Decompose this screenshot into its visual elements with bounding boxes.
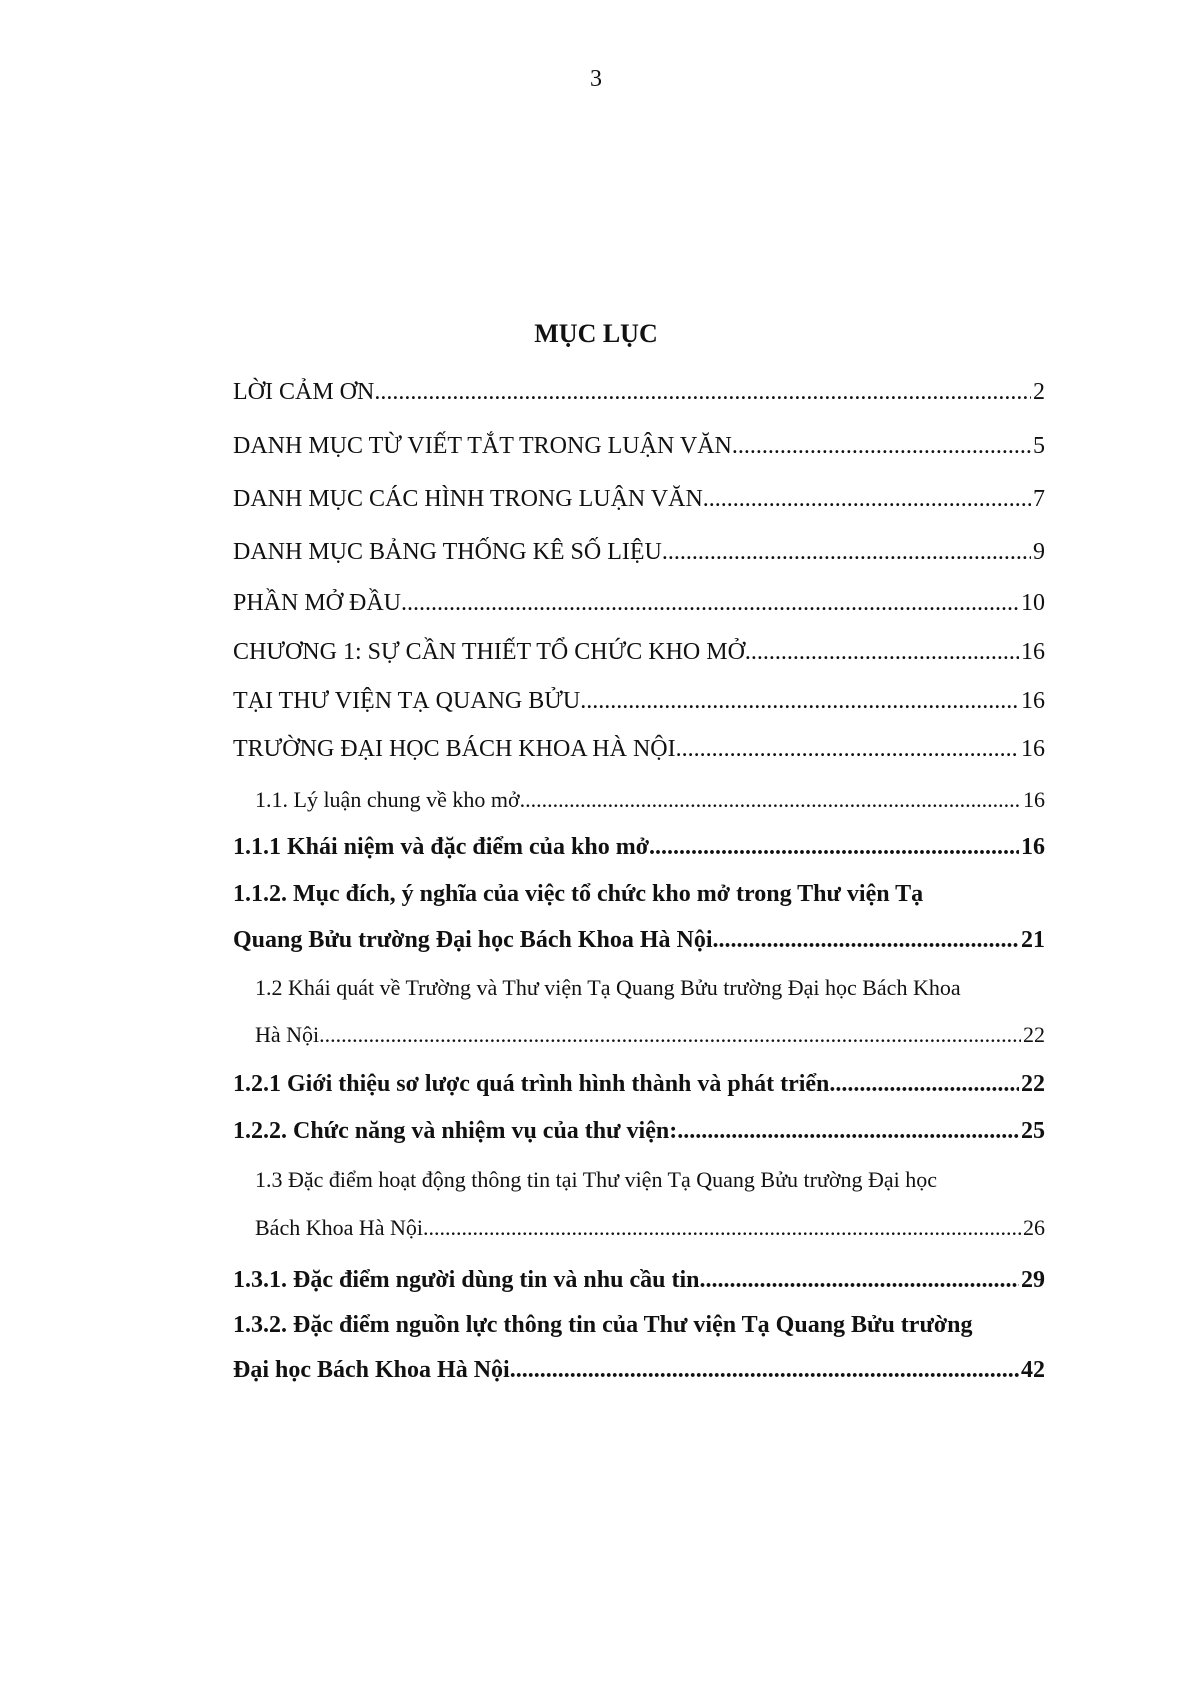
dot-leader bbox=[699, 1265, 1019, 1295]
toc-entry-page: 26 bbox=[1023, 1215, 1045, 1240]
toc-entry-text: 1.2.2. Chức năng và nhiệm vụ của thư viện: bbox=[233, 1118, 678, 1144]
toc-entry-page: 29 bbox=[1021, 1267, 1045, 1293]
dot-leader bbox=[745, 637, 1019, 667]
toc-entry[interactable] bbox=[233, 1116, 1045, 1146]
toc-entry-text: Hà Nội bbox=[255, 1022, 320, 1047]
toc-entry-page: 22 bbox=[1023, 1022, 1045, 1047]
toc-entry-first-line[interactable]: 1.3 Đặc điểm hoạt động thông tin tại Thư viện Tạ Quang Bửu trường Đại học bbox=[255, 1167, 938, 1192]
dot-leader bbox=[676, 734, 1019, 764]
toc-entry-first-line[interactable]: 1.1.2. Mục đích, ý nghĩa của việc tổ chức kho mở trong Thư viện Tạ bbox=[233, 881, 924, 907]
toc-entry[interactable] bbox=[255, 1214, 1045, 1242]
toc-entry[interactable] bbox=[233, 686, 1045, 716]
dot-leader bbox=[374, 377, 1031, 407]
page-number: 3 bbox=[590, 66, 602, 92]
dot-leader bbox=[319, 1021, 1021, 1049]
toc-entry-text: LỜI CẢM ƠN bbox=[233, 379, 375, 405]
toc-entry-text: CHƯƠNG 1: SỰ CẦN THIẾT TỔ CHỨC KHO MỞ bbox=[233, 639, 745, 665]
toc-entry-page: 22 bbox=[1021, 1071, 1045, 1097]
dot-leader bbox=[677, 1116, 1019, 1146]
toc-entry-page: 16 bbox=[1021, 736, 1045, 762]
toc-entry[interactable] bbox=[233, 1265, 1045, 1295]
dot-leader bbox=[719, 925, 1020, 955]
toc-entry-page: 16 bbox=[1021, 688, 1045, 714]
toc-entry-text: DANH MỤC CÁC HÌNH TRONG LUẬN VĂN bbox=[233, 486, 703, 512]
toc-entry[interactable] bbox=[233, 1355, 1045, 1385]
toc-title: MỤC LỤC bbox=[534, 319, 658, 348]
dot-leader bbox=[580, 686, 1019, 716]
toc-entry-text: PHẦN MỞ ĐẦU bbox=[233, 590, 402, 616]
toc-entry[interactable] bbox=[233, 484, 1045, 514]
toc-entry[interactable] bbox=[233, 537, 1045, 567]
toc-entry-page: 10 bbox=[1021, 590, 1045, 616]
dot-leader bbox=[516, 1355, 1019, 1385]
toc-entry-text: DANH MỤC BẢNG THỐNG KÊ SỐ LIỆU bbox=[233, 539, 662, 565]
dot-leader bbox=[655, 832, 1019, 862]
toc-entry-text: 1.1.1 Khái niệm và đặc điểm của kho mở. bbox=[233, 834, 655, 860]
toc-entry-text: 1.1. Lý luận chung về kho mở bbox=[255, 787, 520, 812]
dot-leader bbox=[732, 431, 1031, 461]
dot-leader bbox=[703, 484, 1031, 514]
toc-entry-page: 25 bbox=[1021, 1118, 1045, 1144]
toc-entry[interactable] bbox=[255, 786, 1045, 814]
toc-entry-first-line[interactable]: 1.3.2. Đặc điểm nguồn lực thông tin của Thư viện Tạ Quang Bửu trường bbox=[233, 1312, 973, 1338]
toc-entry-text: 1.2.1 Giới thiệu sơ lược quá trình hình thành và phát triển bbox=[233, 1071, 830, 1097]
dot-leader bbox=[401, 588, 1019, 618]
toc-entry-page: 21 bbox=[1021, 927, 1045, 953]
toc-entry[interactable] bbox=[233, 1069, 1045, 1099]
toc-entry-text: 1.3.1. Đặc điểm người dùng tin và nhu cầu tin bbox=[233, 1267, 700, 1293]
toc-entry[interactable] bbox=[233, 377, 1045, 407]
toc-entry[interactable] bbox=[233, 637, 1045, 667]
toc-entry-first-line[interactable]: 1.2 Khái quát về Trường và Thư viện Tạ Quang Bửu trường Đại học Bách Khoa bbox=[255, 975, 961, 1000]
toc-entry-page: 2 bbox=[1033, 379, 1045, 405]
toc-entry-page: 7 bbox=[1033, 486, 1045, 512]
toc-entry[interactable] bbox=[255, 1021, 1045, 1049]
dot-leader bbox=[429, 1214, 1021, 1242]
toc-entry-page: 16 bbox=[1021, 834, 1045, 860]
toc-entry-page: 16 bbox=[1021, 639, 1045, 665]
toc-entry-page: 16 bbox=[1023, 787, 1045, 812]
toc-entry-text: Bách Khoa Hà Nội. bbox=[255, 1215, 429, 1240]
toc-entry-text: TẠI THƯ VIỆN TẠ QUANG BỬU bbox=[233, 688, 581, 714]
toc-entry[interactable] bbox=[233, 588, 1045, 618]
dot-leader bbox=[662, 537, 1031, 567]
toc-entry[interactable] bbox=[233, 431, 1045, 461]
dot-leader bbox=[520, 786, 1021, 814]
toc-entry[interactable] bbox=[233, 734, 1045, 764]
toc-entry-text: TRƯỜNG ĐẠI HỌC BÁCH KHOA HÀ NỘI bbox=[233, 736, 676, 762]
toc-entry-text: Đại học Bách Khoa Hà Nội. bbox=[233, 1357, 516, 1383]
toc-entry[interactable] bbox=[233, 925, 1045, 955]
toc-entry[interactable] bbox=[233, 832, 1045, 862]
dot-leader bbox=[829, 1069, 1019, 1099]
toc-entry-text: Quang Bửu trường Đại học Bách Khoa Hà Nội. bbox=[233, 927, 719, 953]
toc-entry-page: 9 bbox=[1033, 539, 1045, 565]
toc-entry-text: DANH MỤC TỪ VIẾT TẮT TRONG LUẬN VĂN bbox=[233, 433, 732, 459]
toc-entry-page: 42 bbox=[1021, 1357, 1045, 1383]
toc-entry-page: 5 bbox=[1033, 433, 1045, 459]
